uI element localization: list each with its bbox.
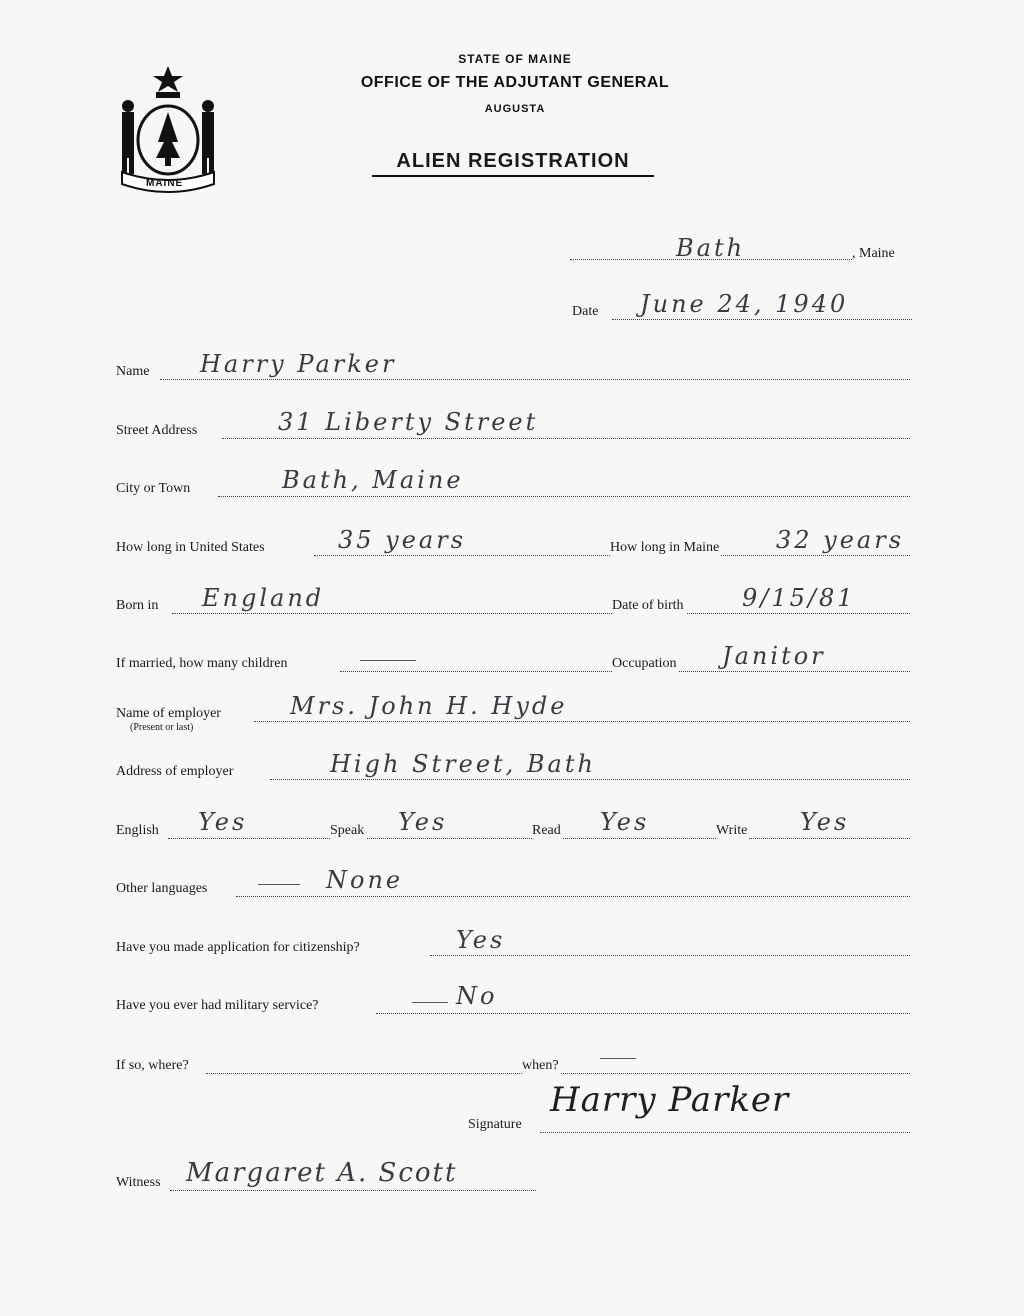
signature-value: Harry Parker bbox=[550, 1080, 790, 1120]
employer-address-label: Address of employer bbox=[116, 764, 234, 779]
write-label: Write bbox=[716, 823, 748, 838]
date-value: June 24, 1940 bbox=[640, 290, 849, 318]
signature-label: Signature bbox=[468, 1117, 522, 1132]
married-label: If married, how many children bbox=[116, 656, 288, 671]
date-label: Date bbox=[572, 304, 599, 319]
employer-sublabel: (Present or last) bbox=[130, 722, 194, 733]
speak-value: Yes bbox=[398, 808, 448, 836]
signature-line bbox=[540, 1131, 910, 1133]
citizenship-value: Yes bbox=[456, 926, 506, 954]
witness-line bbox=[170, 1189, 536, 1191]
witness-value: Margaret A. Scott bbox=[186, 1158, 458, 1188]
when-dash bbox=[600, 1058, 636, 1059]
us-value: 35 years bbox=[338, 526, 467, 554]
citizenship-label: Have you made application for citizenship? bbox=[116, 940, 360, 955]
occupation-label: Occupation bbox=[612, 656, 677, 671]
employer-address-value: High Street, Bath bbox=[330, 750, 596, 778]
name-label: Name bbox=[116, 364, 150, 379]
born-value: England bbox=[202, 584, 325, 612]
office-heading: OFFICE OF THE ADJUTANT GENERAL bbox=[360, 74, 670, 91]
maine-label: How long in Maine bbox=[610, 540, 720, 555]
city-label: City or Town bbox=[116, 481, 191, 496]
write-value: Yes bbox=[800, 808, 850, 836]
dob-label: Date of birth bbox=[612, 598, 684, 613]
other-languages-line bbox=[236, 895, 910, 897]
employer-line bbox=[254, 720, 910, 722]
city-line bbox=[218, 495, 910, 497]
employer-value: Mrs. John H. Hyde bbox=[290, 692, 568, 720]
street-value: 31 Liberty Street bbox=[278, 408, 539, 436]
street-line bbox=[222, 437, 910, 439]
witness-label: Witness bbox=[116, 1175, 161, 1190]
where-label: If so, where? bbox=[116, 1058, 189, 1073]
employer-address-line bbox=[270, 778, 910, 780]
dob-value: 9/15/81 bbox=[742, 584, 856, 612]
occupation-value: Janitor bbox=[722, 642, 826, 670]
birth-line bbox=[172, 612, 910, 614]
born-label: Born in bbox=[116, 598, 159, 613]
city-heading: AUGUSTA bbox=[484, 103, 546, 115]
state-of-maine-seal-icon bbox=[112, 62, 224, 194]
military-label: Have you ever had military service? bbox=[116, 998, 319, 1013]
english-label: English bbox=[116, 823, 159, 838]
other-languages-value: None bbox=[326, 866, 404, 894]
city-value: Bath, Maine bbox=[282, 466, 464, 494]
street-label: Street Address bbox=[116, 423, 198, 438]
when-label: when? bbox=[522, 1058, 559, 1073]
read-value: Yes bbox=[600, 808, 650, 836]
other-languages-label: Other languages bbox=[116, 881, 208, 896]
town-value: Bath bbox=[676, 234, 746, 262]
maine-value: 32 years bbox=[776, 526, 905, 554]
read-label: Read bbox=[532, 823, 561, 838]
english-value: Yes bbox=[198, 808, 248, 836]
date-line bbox=[612, 318, 912, 320]
town-suffix: , Maine bbox=[852, 246, 895, 261]
married-dash bbox=[360, 660, 416, 661]
military-value: No bbox=[456, 982, 498, 1010]
name-line bbox=[160, 378, 910, 380]
us-label: How long in United States bbox=[116, 540, 265, 555]
citizenship-line bbox=[430, 954, 910, 956]
name-value: Harry Parker bbox=[200, 350, 397, 378]
speak-label: Speak bbox=[330, 823, 365, 838]
state-heading: STATE OF MAINE bbox=[458, 52, 572, 66]
employer-label: Name of employer bbox=[116, 706, 221, 721]
other-languages-dash bbox=[258, 884, 300, 885]
military-dash bbox=[412, 1002, 448, 1003]
military-line bbox=[376, 1012, 910, 1014]
seal-banner-text: MAINE bbox=[146, 178, 184, 189]
form-title: ALIEN REGISTRATION bbox=[372, 150, 654, 177]
